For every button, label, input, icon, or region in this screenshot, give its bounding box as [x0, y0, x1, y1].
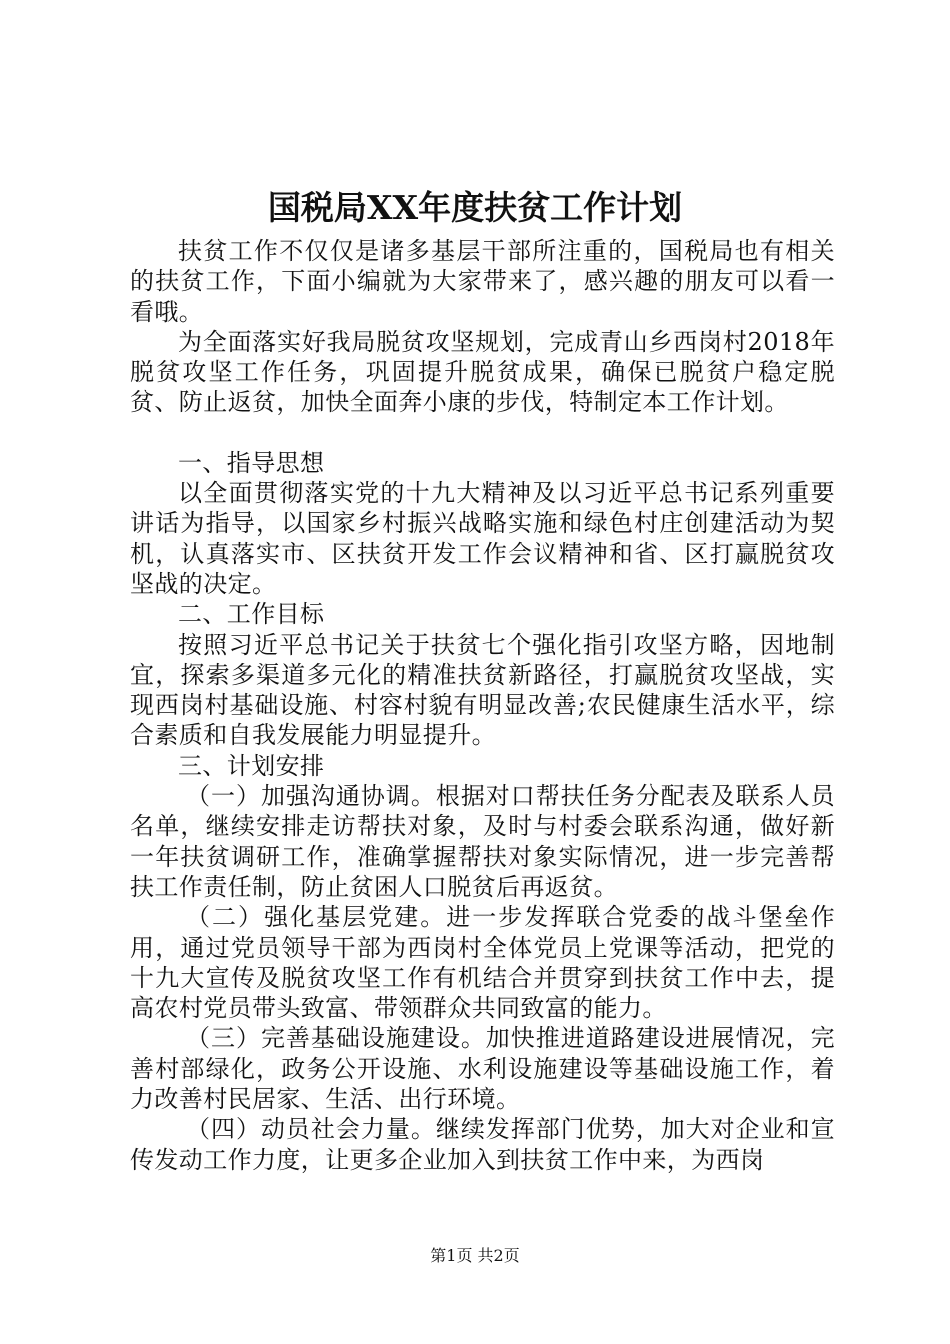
work-goals-paragraph: 按照习近平总书记关于扶贫七个强化指引攻坚方略，因地制宜，探索多渠道多元化的精准扶贫新路径，打赢脱贫攻坚战，实现西岗村基础设施、村容村貌有明显改善;农民健康生活水平，综合素质和自我发展能力明显提升。 — [130, 630, 835, 750]
section-heading-work-goals: 二、工作目标 — [178, 600, 325, 629]
intro-paragraph: 扶贫工作不仅仅是诸多基层干部所注重的，国税局也有相关的扶贫工作，下面小编就为大家带来了，感兴趣的朋友可以看一看哦。 — [130, 237, 835, 326]
section-heading-plan: 三、计划安排 — [178, 751, 325, 780]
section-heading-guiding-thought: 一、指导思想 — [178, 448, 325, 477]
purpose-paragraph: 为全面落实好我局脱贫攻坚规划，完成青山乡西岗村2018年脱贫攻坚工作任务，巩固提升脱贫成果，确保已脱贫户稳定脱贫、防止返贫，加快全面奔小康的步伐，特制定本工作计划。 — [130, 327, 835, 417]
plan-item-1: （一）加强沟通协调。根据对口帮扶任务分配表及联系人员名单，继续安排走访帮扶对象，及时与村委会联系沟通，做好新一年扶贫调研工作，准确掌握帮扶对象实际情况，进一步完善帮扶工作责任制，防止贫困人口脱贫后再返贫。 — [130, 782, 835, 901]
plan-item-4: （四）动员社会力量。继续发挥部门优势，加大对企业和宣传发动工作力度，让更多企业加入到扶贫工作中来，为西岗 — [130, 1115, 835, 1174]
page-number-footer: 第1页 共2页 — [430, 1246, 520, 1265]
guiding-thought-paragraph: 以全面贯彻落实党的十九大精神及以习近平总书记系列重要讲话为指导，以国家乡村振兴战略实施和绿色村庄创建活动为契机，认真落实市、区扶贫开发工作会议精神和省、区打赢脱贫攻坚战的决定。 — [130, 479, 835, 598]
document-title: 国税局XX年度扶贫工作计划 — [267, 188, 683, 227]
document-body — [130, 236, 835, 1175]
plan-item-2: （二）强化基层党建。进一步发挥联合党委的战斗堡垒作用，通过党员领导干部为西岗村全体党员上党课等活动，把党的十九大宣传及脱贫攻坚工作有机结合并贯穿到扶贫工作中去，提高农村党员带头致富、带领群众共同致富的能力。 — [130, 903, 835, 1023]
plan-item-3: （三）完善基础设施建设。加快推进道路建设进展情况，完善村部绿化，政务公开设施、水利设施建设等基础设施工作，着力改善村民居家、生活、出行环境。 — [130, 1024, 835, 1114]
